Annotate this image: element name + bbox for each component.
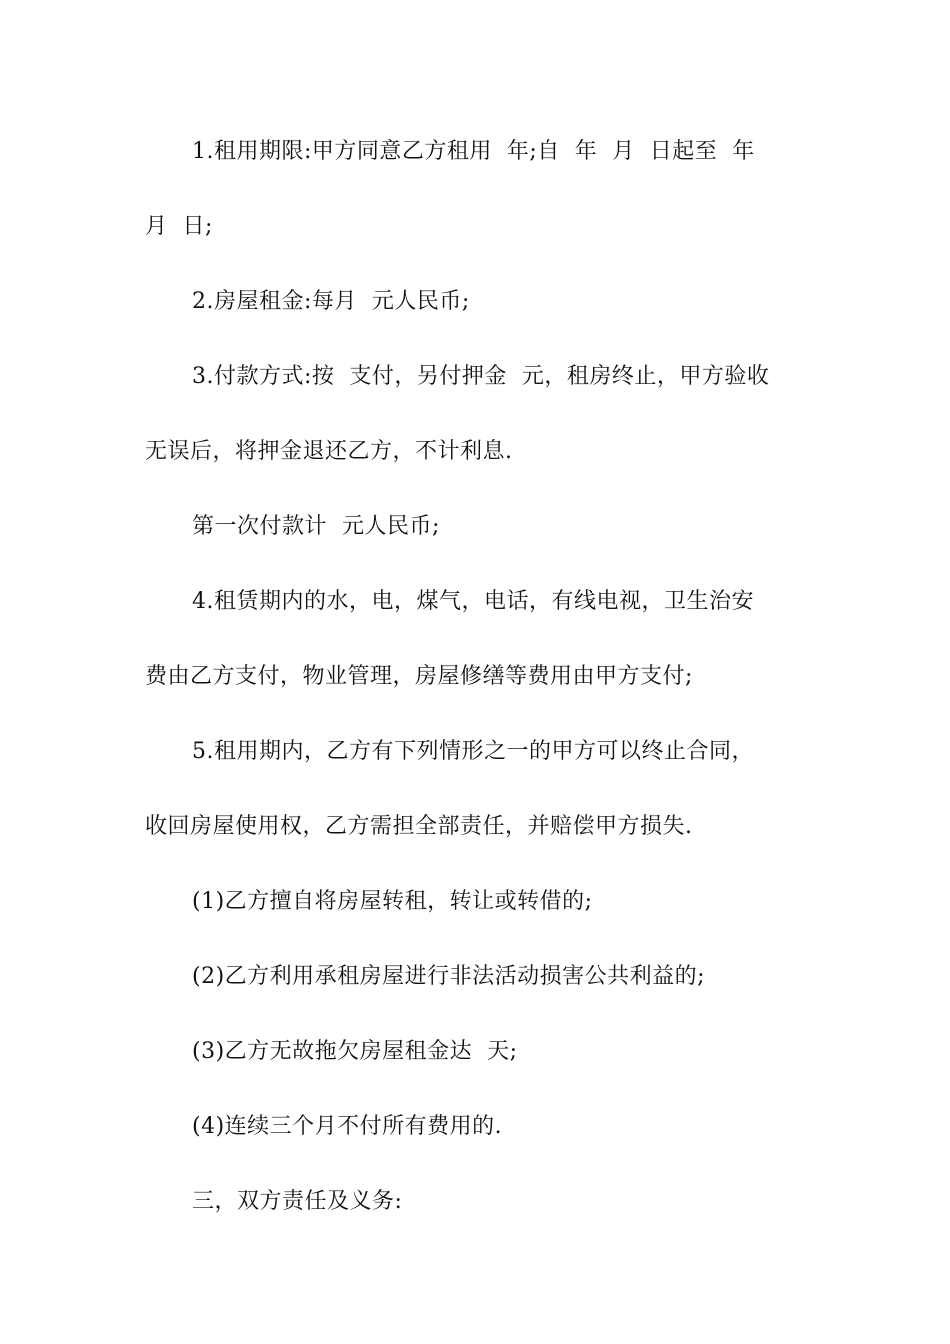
clause-1-line-1: 1.租用期限:甲方同意乙方租用 年;自 年 月 日起至 年 <box>192 139 755 164</box>
subclause-3: (3)乙方无故拖欠房屋租金达 天; <box>192 1039 518 1064</box>
subclause-2: (2)乙方利用承租房屋进行非法活动损害公共利益的; <box>192 964 706 989</box>
clause-3-line-1: 3.付款方式:按 支付，另付押金 元，租房终止，甲方验收 <box>192 364 770 389</box>
first-payment-line: 第一次付款计 元人民币; <box>192 514 440 539</box>
clause-4-line-2: 费由乙方支付，物业管理，房屋修缮等费用由甲方支付; <box>145 664 693 689</box>
clause-4-line-1: 4.租赁期内的水，电，煤气，电话，有线电视，卫生治安 <box>192 589 754 614</box>
subclause-1: (1)乙方擅自将房屋转租，转让或转借的; <box>192 889 593 914</box>
clause-3-line-2: 无误后，将押金退还乙方，不计利息. <box>145 439 513 464</box>
clause-2: 2.房屋租金:每月 元人民币; <box>192 289 470 314</box>
clause-5-line-2: 收回房屋使用权，乙方需担全部责任，并赔偿甲方损失. <box>145 814 693 839</box>
subclause-4: (4)连续三个月不付所有费用的. <box>192 1114 503 1139</box>
section-3-heading: 三，双方责任及义务: <box>192 1189 403 1214</box>
clause-1-line-2: 月 日; <box>145 214 213 239</box>
clause-5-line-1: 5.租用期内，乙方有下列情形之一的甲方可以终止合同， <box>192 739 754 764</box>
